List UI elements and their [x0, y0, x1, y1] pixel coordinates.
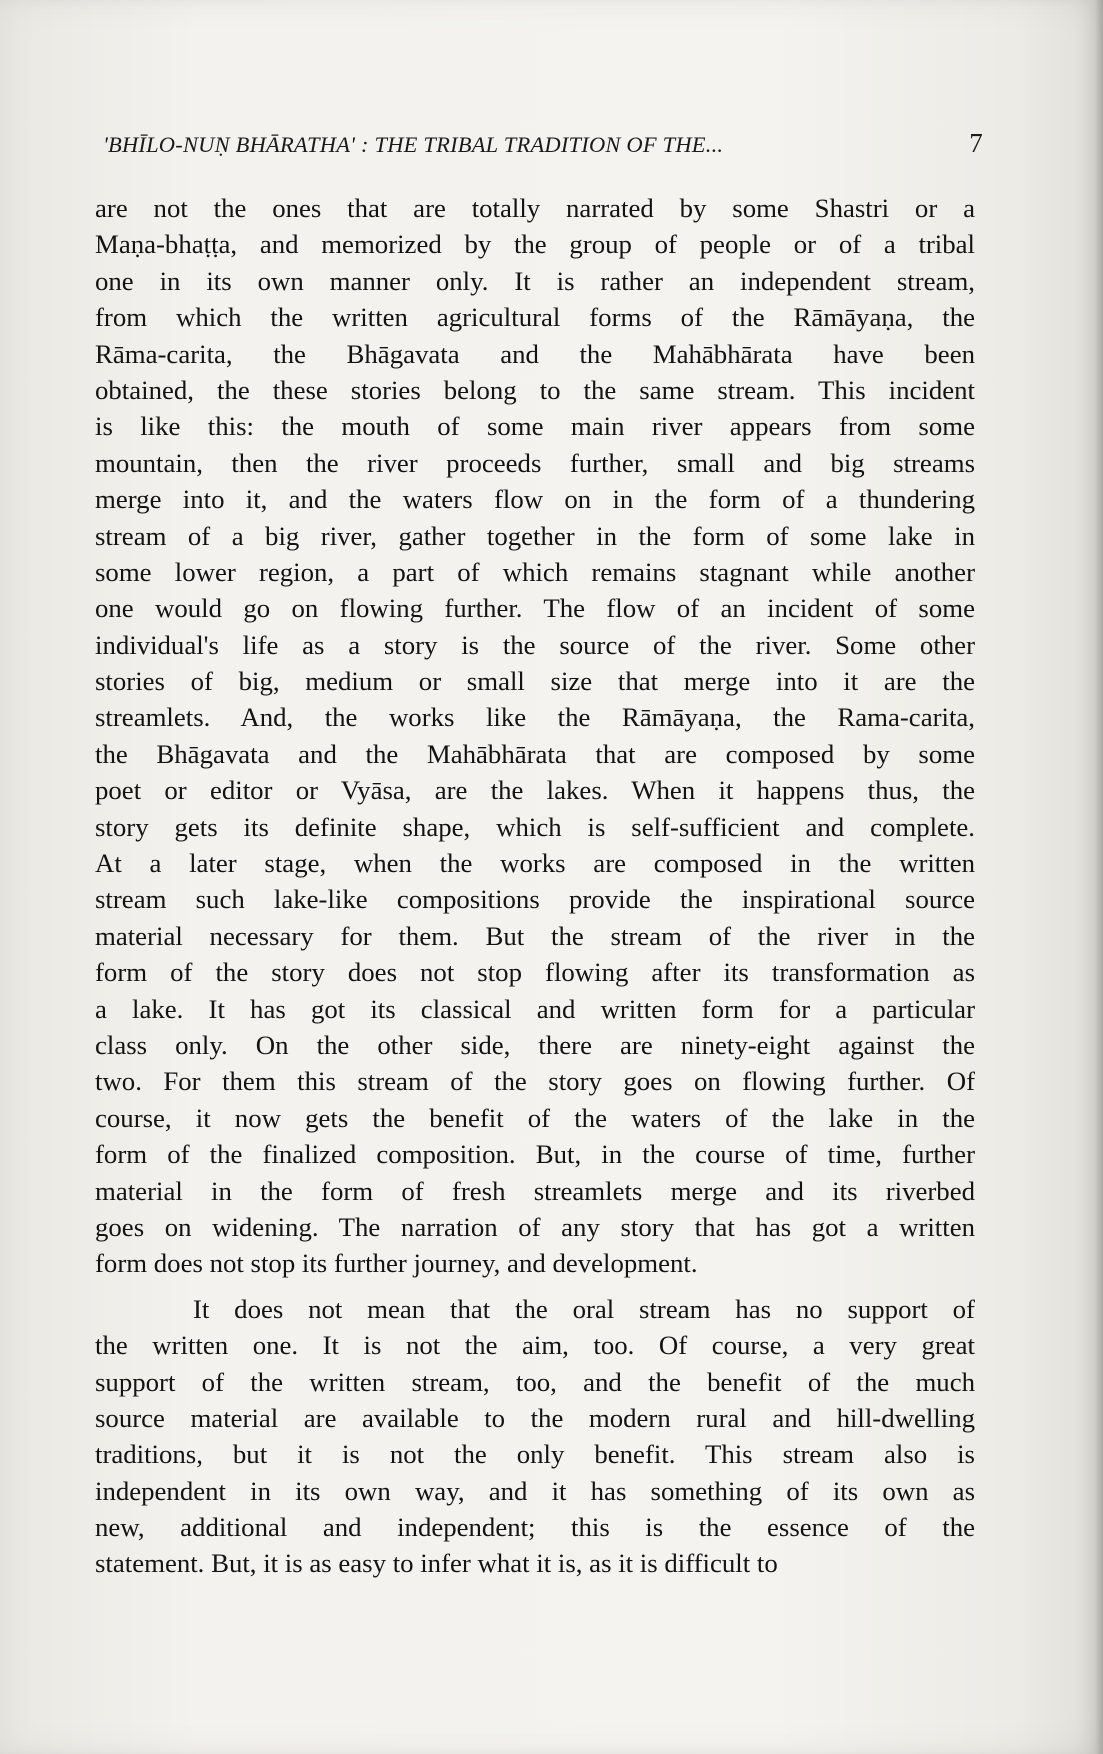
text-line: class only. On the other side, there are ninety-eight against the [95, 1029, 975, 1060]
text-line: are not the ones that are totally narrated by some Shastri or a [95, 193, 975, 223]
text-line: new, additional and independent; this is the essence of the [95, 1512, 975, 1543]
text-line: merge into it, and the waters flow on in the form of a thundering [95, 484, 975, 515]
text-line: a lake. It has got its classical and written form for a particular [95, 993, 975, 1024]
text-line: is like this: the mouth of some main river appears from some [95, 411, 975, 442]
text-line: material in the form of fresh streamlets merge and its riverbed [95, 1175, 975, 1206]
text-line: goes on widening. The narration of any story that has got a written [95, 1211, 975, 1242]
body-text [95, 190, 975, 1582]
running-head [103, 128, 983, 168]
text-line: the written one. It is not the aim, too. Of course, a very great [95, 1330, 975, 1361]
paragraph [95, 190, 975, 1282]
text-line: source material are available to the modern rural and hill-dwelling [95, 1402, 975, 1433]
text-line: material necessary for them. But the stream of the river in the [95, 920, 975, 951]
text-line: Maṇa-bhaṭṭa, and memorized by the group of people or of a tribal [95, 229, 975, 260]
text-line: It does not mean that the oral stream has no support of [193, 1293, 975, 1324]
page-edge-shadow [1095, 0, 1103, 1754]
text-line: stories of big, medium or small size that merge into it are the [95, 666, 975, 697]
text-line: course, it now gets the benefit of the waters of the lake in the [95, 1102, 975, 1133]
running-title: 'BHĪLO-NUṆ BHĀRATHA' : THE TRIBAL TRADITION OF THE... [103, 132, 724, 157]
text-line: streamlets. And, the works like the Rāmāyaṇa, the Rama-carita, [95, 702, 975, 733]
text-line: independent in its own way, and it has something of its own as [95, 1475, 975, 1506]
text-line: obtained, the these stories belong to the same stream. This incident [95, 374, 975, 405]
text-line: the Bhāgavata and the Mahābhārata that are composed by some [95, 738, 975, 769]
text-line: support of the written stream, too, and the benefit of the much [95, 1366, 975, 1397]
text-line: form of the finalized composition. But, in the course of time, further [95, 1139, 975, 1170]
text-line: two. For them this stream of the story goes on flowing further. Of [95, 1066, 975, 1097]
paragraph-gap [95, 1282, 975, 1291]
text-line: individual's life as a story is the source of the river. Some other [95, 629, 975, 660]
text-line: At a later stage, when the works are composed in the written [95, 848, 975, 879]
text-line: poet or editor or Vyāsa, are the lakes. When it happens thus, the [95, 775, 975, 806]
text-line: some lower region, a part of which remains stagnant while another [95, 556, 975, 587]
text-line: one in its own manner only. It is rather an independent stream, [95, 265, 975, 296]
text-line: form does not stop its further journey, and development. [95, 1248, 698, 1279]
text-line: story gets its definite shape, which is self-sufficient and complete. [95, 811, 975, 842]
paragraph [95, 1291, 975, 1582]
text-line: traditions, but it is not the only benefit. This stream also is [95, 1439, 975, 1470]
text-line: form of the story does not stop flowing after its transformation as [95, 957, 975, 988]
text-line: from which the written agricultural forms of the Rāmāyaṇa, the [95, 302, 975, 333]
text-line: stream such lake-like compositions provide the inspirational source [95, 884, 975, 915]
page-number: 7 [969, 128, 983, 158]
text-line: Rāma-carita, the Bhāgavata and the Mahābhārata have been [95, 338, 975, 369]
text-line: one would go on flowing further. The flow of an incident of some [95, 593, 975, 624]
text-line: stream of a big river, gather together in the form of some lake in [95, 520, 975, 551]
text-line: statement. But, it is as easy to infer what it is, as it is difficult to [95, 1548, 778, 1579]
text-line: mountain, then the river proceeds further, small and big streams [95, 447, 975, 478]
